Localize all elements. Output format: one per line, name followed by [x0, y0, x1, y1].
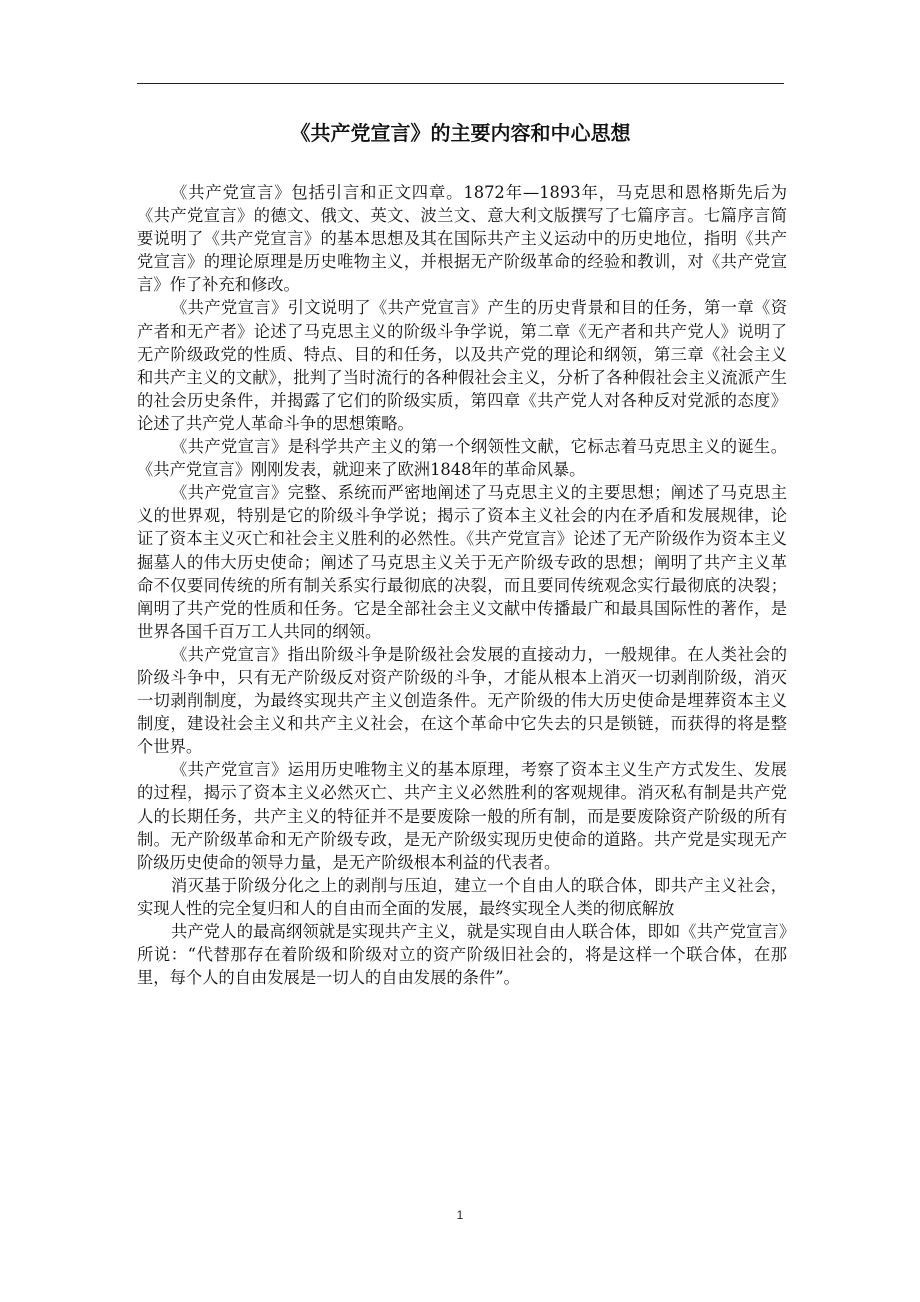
paragraph-4: 《共产党宣言》完整、系统而严密地阐述了马克思主义的主要思想；阐述了马克思主义的世界观，特别是它的阶级斗争学说；揭示了资本主义社会的内在矛盾和发展规律，论证了资本主义灭亡和社会主义胜利的必然性。《共产党宣言》论述了无产阶级作为资本主义掘墓人的伟大历史使命；阐述了马克思主义关于无产阶级专政的思想；阐明了共产主义革命不仅要同传统的所有制关系实行最彻底的决裂，而且要同传统观念实行最彻底的决裂；阐明了共产党的性质和任务。它是全部社会主义文献中传播最广和最具国际性的著作，是世界各国千百万工人共同的纲领。 [137, 483, 787, 641]
paragraph-7: 消灭基于阶级分化之上的剥削与压迫，建立一个自由人的联合体，即共产主义社会，实现人性的完全复归和人的自由而全面的发展，最终实现全人类的彻底解放 [137, 875, 787, 918]
paragraph-1: 《共产党宣言》包括引言和正文四章。1872年—1893年，马克思和恩格斯先后为《共产党宣言》的德文、俄文、英文、波兰文、意大利文版撰写了七篇序言。七篇序言简要说明了《共产党宣言》的基本思想及其在国际共产主义运动中的历史地位，指明《共产党宣言》的理论原理是历史唯物主义，并根据无产阶级革命的经验和教训，对《共产党宣言》作了补充和修改。 [137, 183, 787, 295]
paragraph-3: 《共产党宣言》是科学共产主义的第一个纲领性文献，它标志着马克思主义的诞生。《共产党宣言》刚刚发表，就迎来了欧洲1848年的革命风暴。 [137, 437, 787, 480]
paragraph-6: 《共产党宣言》运用历史唯物主义的基本原理，考察了资本主义生产方式发生、发展的过程，揭示了资本主义必然灭亡、共产主义必然胜利的客观规律。消灭私有制是共产党人的长期任务，共产主义的特征并不是要废除一般的所有制，而是要废除资产阶级的所有制。无产阶级革命和无产阶级专政，是无产阶级实现历史使命的道路。共产党是实现无产阶级历史使命的领导力量，是无产阶级根本利益的代表者。 [137, 760, 787, 872]
paragraph-8: 共产党人的最高纲领就是实现共产主义，就是实现自由人联合体，即如《共产党宣言》所说：“代替那存在着阶级和阶级对立的资产阶级旧社会的，将是这样一个联合体，在那里，每个人的自由发展是一切人的自由发展的条件”。 [137, 922, 787, 988]
header-divider [137, 83, 784, 84]
paragraph-5: 《共产党宣言》指出阶级斗争是阶级社会发展的直接动力，一般规律。在人类社会的阶级斗争中，只有无产阶级反对资产阶级的斗争，才能从根本上消灭一切剥削阶级，消灭一切剥削制度，为最终实现共产主义创造条件。无产阶级的伟大历史使命是埋葬资本主义制度，建设社会主义和共产主义社会，在这个革命中它失去的只是锁链，而获得的将是整个世界。 [137, 644, 787, 757]
page-number: 1 [456, 1208, 464, 1222]
paragraph-2: 《共产党宣言》引文说明了《共产党宣言》产生的历史背景和目的任务，第一章《资产者和无产者》论述了马克思主义的阶级斗争学说，第二章《无产者和共产党人》说明了无产阶级政党的性质、特点、目的和任务，以及共产党的理论和纲领，第三章《社会主义和共产主义的文献》，批判了当时流行的各种假社会主义，分析了各种假社会主义流派产生的社会历史条件，并揭露了它们的阶级实质，第四章《共产党人对各种反对党派的态度》论述了共产党人革命斗争的思想策略。 [137, 298, 787, 433]
document-title: 《共产党宣言》的主要内容和中心思想 [290, 121, 631, 145]
document-body [137, 181, 787, 989]
